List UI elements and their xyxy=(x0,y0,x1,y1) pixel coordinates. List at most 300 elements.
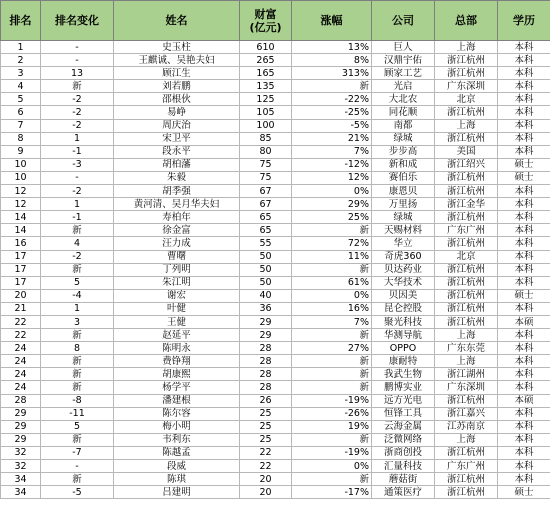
rank-cell: 24 xyxy=(1,368,41,381)
education-cell: 硕士 xyxy=(498,289,550,302)
name-cell: 宋卫平 xyxy=(114,132,240,145)
name-cell: 朱江明 xyxy=(114,276,240,289)
table-row xyxy=(1,132,550,145)
rank-change-cell: - xyxy=(41,54,114,67)
growth-cell: -19% xyxy=(292,394,372,407)
hq-cell: 上海 xyxy=(435,329,498,342)
name-cell: 胡康熙 xyxy=(114,368,240,381)
table-row xyxy=(1,355,550,368)
growth-cell: -12% xyxy=(292,158,372,171)
company-cell: 南都 xyxy=(372,119,435,132)
company-cell: 贝因美 xyxy=(372,289,435,302)
education-cell: 本科 xyxy=(498,93,550,106)
rank-cell: 17 xyxy=(1,250,41,263)
education-cell: 本科 xyxy=(498,224,550,237)
growth-cell: 新 xyxy=(292,224,372,237)
hq-cell: 上海 xyxy=(435,355,498,368)
education-cell: 本科 xyxy=(498,329,550,342)
education-cell: 本科 xyxy=(498,263,550,276)
wealth-cell: 36 xyxy=(240,302,292,315)
hq-cell: 浙江杭州 xyxy=(435,263,498,276)
rank-change-cell: 新 xyxy=(41,329,114,342)
table-row xyxy=(1,368,550,381)
table-row xyxy=(1,394,550,407)
table-row xyxy=(1,315,550,328)
growth-cell: 19% xyxy=(292,420,372,433)
rank-cell: 24 xyxy=(1,355,41,368)
table-row xyxy=(1,420,550,433)
rank-cell: 9 xyxy=(1,145,41,158)
wealth-cell: 22 xyxy=(240,460,292,473)
table-body xyxy=(1,41,550,499)
wealth-cell: 65 xyxy=(240,224,292,237)
hq-cell: 广东广州 xyxy=(435,460,498,473)
name-cell: 王麒诚、吴艳夫妇 xyxy=(114,54,240,67)
table-row xyxy=(1,381,550,394)
name-cell: 陈明永 xyxy=(114,342,240,355)
rank-change-cell: -11 xyxy=(41,407,114,420)
wealth-cell: 105 xyxy=(240,106,292,119)
name-cell: 吕建明 xyxy=(114,486,240,499)
table-row xyxy=(1,250,550,263)
rank-change-cell: 新 xyxy=(41,433,114,446)
company-cell: 泛微网络 xyxy=(372,433,435,446)
rank-cell: 14 xyxy=(1,224,41,237)
growth-cell: 新 xyxy=(292,473,372,486)
growth-cell: 25% xyxy=(292,211,372,224)
company-cell: 聚光科技 xyxy=(372,315,435,328)
rank-cell: 10 xyxy=(1,171,41,184)
wealth-cell: 25 xyxy=(240,407,292,420)
growth-cell: 新 xyxy=(292,381,372,394)
growth-cell: 313% xyxy=(292,67,372,80)
rank-change-cell: 新 xyxy=(41,80,114,93)
rank-cell: 2 xyxy=(1,54,41,67)
rank-cell: 21 xyxy=(1,302,41,315)
education-cell: 本科 xyxy=(498,420,550,433)
rank-change-cell: 1 xyxy=(41,302,114,315)
education-cell: 本科 xyxy=(498,460,550,473)
table-row xyxy=(1,486,550,499)
name-cell: 陈琪 xyxy=(114,473,240,486)
education-cell: 硕士 xyxy=(498,171,550,184)
education-cell: 硕士 xyxy=(498,158,550,171)
rank-change-cell: -2 xyxy=(41,106,114,119)
table-row xyxy=(1,106,550,119)
name-cell: 谢宏 xyxy=(114,289,240,302)
rank-cell: 4 xyxy=(1,80,41,93)
wealth-cell: 80 xyxy=(240,145,292,158)
rank-cell: 10 xyxy=(1,158,41,171)
hq-cell: 浙江杭州 xyxy=(435,315,498,328)
wealth-cell: 50 xyxy=(240,276,292,289)
rank-change-cell: -1 xyxy=(41,211,114,224)
wealth-cell: 29 xyxy=(240,329,292,342)
name-cell: 王健 xyxy=(114,315,240,328)
table-row xyxy=(1,171,550,184)
header-rank: 排名 xyxy=(1,1,41,41)
name-cell: 周庆治 xyxy=(114,119,240,132)
name-cell: 韦利东 xyxy=(114,433,240,446)
education-cell: 本科 xyxy=(498,132,550,145)
wealth-cell: 67 xyxy=(240,198,292,211)
growth-cell: -17% xyxy=(292,486,372,499)
hq-cell: 浙江杭州 xyxy=(435,54,498,67)
company-cell: 贝达药业 xyxy=(372,263,435,276)
hq-cell: 浙江杭州 xyxy=(435,394,498,407)
education-cell: 本科 xyxy=(498,355,550,368)
header-wealth-line1: 财富 xyxy=(254,7,277,21)
table-row xyxy=(1,93,550,106)
hq-cell: 广东深圳 xyxy=(435,80,498,93)
company-cell: 通策医疗 xyxy=(372,486,435,499)
name-cell: 杨学平 xyxy=(114,381,240,394)
company-cell: 赛伯乐 xyxy=(372,171,435,184)
company-cell: 巨人 xyxy=(372,41,435,54)
wealth-cell: 135 xyxy=(240,80,292,93)
name-cell: 寿柏年 xyxy=(114,211,240,224)
rank-cell: 32 xyxy=(1,446,41,459)
rank-change-cell: -8 xyxy=(41,394,114,407)
table-row xyxy=(1,263,550,276)
rank-cell: 28 xyxy=(1,394,41,407)
name-cell: 段威 xyxy=(114,460,240,473)
wealth-cell: 125 xyxy=(240,93,292,106)
education-cell: 本科 xyxy=(498,368,550,381)
table-row xyxy=(1,198,550,211)
company-cell: 绿城 xyxy=(372,132,435,145)
rank-cell: 24 xyxy=(1,342,41,355)
company-cell: 鹏博实业 xyxy=(372,381,435,394)
rank-change-cell: -7 xyxy=(41,446,114,459)
table-row xyxy=(1,446,550,459)
growth-cell: 61% xyxy=(292,276,372,289)
wealth-cell: 265 xyxy=(240,54,292,67)
rank-change-cell: 新 xyxy=(41,368,114,381)
company-cell: OPPO xyxy=(372,342,435,355)
wealth-cell: 28 xyxy=(240,342,292,355)
company-cell: 恒锋工具 xyxy=(372,407,435,420)
hq-cell: 浙江杭州 xyxy=(435,185,498,198)
hq-cell: 浙江杭州 xyxy=(435,67,498,80)
hq-cell: 浙江杭州 xyxy=(435,473,498,486)
hq-cell: 北京 xyxy=(435,250,498,263)
name-cell: 梅小明 xyxy=(114,420,240,433)
company-cell: 华立 xyxy=(372,237,435,250)
table-row xyxy=(1,237,550,250)
rank-cell: 34 xyxy=(1,486,41,499)
company-cell: 康耐特 xyxy=(372,355,435,368)
hq-cell: 美国 xyxy=(435,145,498,158)
education-cell: 本硕 xyxy=(498,315,550,328)
growth-cell: 8% xyxy=(292,54,372,67)
header-wealth-line2: (亿元) xyxy=(249,20,282,34)
company-cell: 天赐材料 xyxy=(372,224,435,237)
wealth-cell: 22 xyxy=(240,446,292,459)
rank-change-cell: -5 xyxy=(41,486,114,499)
company-cell: 顾家工艺 xyxy=(372,67,435,80)
growth-cell: 13% xyxy=(292,41,372,54)
rank-cell: 29 xyxy=(1,407,41,420)
table-row xyxy=(1,158,550,171)
company-cell: 蘑菇街 xyxy=(372,473,435,486)
rank-change-cell: 13 xyxy=(41,67,114,80)
wealth-cell: 20 xyxy=(240,473,292,486)
wealth-cell: 55 xyxy=(240,237,292,250)
growth-cell: 29% xyxy=(292,198,372,211)
hq-cell: 浙江杭州 xyxy=(435,171,498,184)
table-row xyxy=(1,302,550,315)
hq-cell: 北京 xyxy=(435,93,498,106)
education-cell: 本科 xyxy=(498,145,550,158)
wealth-cell: 85 xyxy=(240,132,292,145)
company-cell: 我武生物 xyxy=(372,368,435,381)
header-hq: 总部 xyxy=(435,1,498,41)
table-row xyxy=(1,211,550,224)
wealth-cell: 29 xyxy=(240,315,292,328)
table-row xyxy=(1,185,550,198)
name-cell: 顾江生 xyxy=(114,67,240,80)
education-cell: 本科 xyxy=(498,446,550,459)
rank-change-cell: - xyxy=(41,171,114,184)
hq-cell: 浙江嘉兴 xyxy=(435,407,498,420)
hq-cell: 广东广州 xyxy=(435,224,498,237)
hq-cell: 浙江杭州 xyxy=(435,211,498,224)
wealth-cell: 610 xyxy=(240,41,292,54)
rank-change-cell: -2 xyxy=(41,119,114,132)
name-cell: 曹曙 xyxy=(114,250,240,263)
rank-cell: 7 xyxy=(1,119,41,132)
name-cell: 费铮翔 xyxy=(114,355,240,368)
company-cell: 新和成 xyxy=(372,158,435,171)
name-cell: 刘若鹏 xyxy=(114,80,240,93)
header-wealth xyxy=(240,1,292,41)
company-cell: 昆仑控股 xyxy=(372,302,435,315)
rank-change-cell: 新 xyxy=(41,381,114,394)
name-cell: 丁列明 xyxy=(114,263,240,276)
education-cell: 本科 xyxy=(498,276,550,289)
company-cell: 步步高 xyxy=(372,145,435,158)
name-cell: 段永平 xyxy=(114,145,240,158)
table-row xyxy=(1,460,550,473)
wealth-cell: 75 xyxy=(240,158,292,171)
growth-cell: 21% xyxy=(292,132,372,145)
header-growth: 涨幅 xyxy=(292,1,372,41)
company-cell: 汇量科技 xyxy=(372,460,435,473)
wealth-cell: 67 xyxy=(240,185,292,198)
education-cell: 本科 xyxy=(498,250,550,263)
education-cell: 本科 xyxy=(498,237,550,250)
growth-cell: 新 xyxy=(292,433,372,446)
wealth-cell: 28 xyxy=(240,381,292,394)
education-cell: 本科 xyxy=(498,67,550,80)
education-cell: 本科 xyxy=(498,473,550,486)
hq-cell: 浙江杭州 xyxy=(435,302,498,315)
name-cell: 徐金富 xyxy=(114,224,240,237)
hq-cell: 广东深圳 xyxy=(435,381,498,394)
rank-change-cell: 8 xyxy=(41,342,114,355)
rank-cell: 22 xyxy=(1,315,41,328)
rank-change-cell: - xyxy=(41,41,114,54)
wealth-cell: 26 xyxy=(240,394,292,407)
wealth-cell: 25 xyxy=(240,433,292,446)
rank-change-cell: 5 xyxy=(41,276,114,289)
hq-cell: 浙江杭州 xyxy=(435,106,498,119)
growth-cell: 0% xyxy=(292,460,372,473)
wealth-cell: 28 xyxy=(240,368,292,381)
table-row xyxy=(1,119,550,132)
wealth-cell: 40 xyxy=(240,289,292,302)
rank-change-cell: -1 xyxy=(41,145,114,158)
education-cell: 本科 xyxy=(498,41,550,54)
growth-cell: 0% xyxy=(292,289,372,302)
table-row xyxy=(1,329,550,342)
growth-cell: 16% xyxy=(292,302,372,315)
education-cell: 本科 xyxy=(498,198,550,211)
rank-cell: 16 xyxy=(1,237,41,250)
table-row xyxy=(1,473,550,486)
hq-cell: 上海 xyxy=(435,41,498,54)
education-cell: 本科 xyxy=(498,342,550,355)
hq-cell: 浙江杭州 xyxy=(435,486,498,499)
hq-cell: 浙江绍兴 xyxy=(435,158,498,171)
company-cell: 汉鼎宇佑 xyxy=(372,54,435,67)
name-cell: 朱毅 xyxy=(114,171,240,184)
growth-cell: -19% xyxy=(292,446,372,459)
growth-cell: -22% xyxy=(292,93,372,106)
rank-cell: 32 xyxy=(1,460,41,473)
growth-cell: 27% xyxy=(292,342,372,355)
wealth-cell: 100 xyxy=(240,119,292,132)
wealth-cell: 20 xyxy=(240,486,292,499)
rank-change-cell: 4 xyxy=(41,237,114,250)
name-cell: 赵延平 xyxy=(114,329,240,342)
rank-cell: 34 xyxy=(1,473,41,486)
rank-change-cell: -3 xyxy=(41,158,114,171)
table-row xyxy=(1,41,550,54)
rank-change-cell: 新 xyxy=(41,263,114,276)
rank-cell: 12 xyxy=(1,185,41,198)
education-cell: 本科 xyxy=(498,185,550,198)
company-cell: 同花顺 xyxy=(372,106,435,119)
growth-cell: 7% xyxy=(292,145,372,158)
header-row xyxy=(1,1,550,41)
hq-cell: 浙江杭州 xyxy=(435,289,498,302)
wealth-cell: 25 xyxy=(240,420,292,433)
rank-cell: 17 xyxy=(1,276,41,289)
rank-change-cell: 新 xyxy=(41,224,114,237)
table-row xyxy=(1,80,550,93)
hq-cell: 上海 xyxy=(435,119,498,132)
rank-cell: 1 xyxy=(1,41,41,54)
wealth-cell: 75 xyxy=(240,171,292,184)
rank-change-cell: 1 xyxy=(41,198,114,211)
name-cell: 邵根伙 xyxy=(114,93,240,106)
rank-change-cell: 3 xyxy=(41,315,114,328)
rank-change-cell: 新 xyxy=(41,355,114,368)
hq-cell: 浙江湖州 xyxy=(435,368,498,381)
wealth-cell: 65 xyxy=(240,211,292,224)
education-cell: 本科 xyxy=(498,407,550,420)
rank-change-cell: - xyxy=(41,460,114,473)
company-cell: 万里扬 xyxy=(372,198,435,211)
growth-cell: 新 xyxy=(292,368,372,381)
rank-cell: 6 xyxy=(1,106,41,119)
wealth-cell: 50 xyxy=(240,263,292,276)
growth-cell: -25% xyxy=(292,106,372,119)
wealth-cell: 165 xyxy=(240,67,292,80)
education-cell: 本科 xyxy=(498,211,550,224)
growth-cell: -26% xyxy=(292,407,372,420)
rank-cell: 12 xyxy=(1,198,41,211)
education-cell: 本科 xyxy=(498,302,550,315)
rank-cell: 5 xyxy=(1,93,41,106)
name-cell: 陈尔容 xyxy=(114,407,240,420)
name-cell: 黄河清、吴月华夫妇 xyxy=(114,198,240,211)
table-row xyxy=(1,54,550,67)
name-cell: 陈越孟 xyxy=(114,446,240,459)
name-cell: 叶健 xyxy=(114,302,240,315)
education-cell: 本硕 xyxy=(498,394,550,407)
company-cell: 大北农 xyxy=(372,93,435,106)
rank-change-cell: -2 xyxy=(41,93,114,106)
rank-cell: 8 xyxy=(1,132,41,145)
growth-cell: 新 xyxy=(292,355,372,368)
rank-change-cell: -4 xyxy=(41,289,114,302)
header-education: 学历 xyxy=(498,1,550,41)
rank-change-cell: 1 xyxy=(41,132,114,145)
rank-cell: 24 xyxy=(1,381,41,394)
name-cell: 易峥 xyxy=(114,106,240,119)
table-row xyxy=(1,145,550,158)
table-row xyxy=(1,276,550,289)
growth-cell: 11% xyxy=(292,250,372,263)
rank-cell: 3 xyxy=(1,67,41,80)
name-cell: 胡季强 xyxy=(114,185,240,198)
company-cell: 远方光电 xyxy=(372,394,435,407)
rank-change-cell: 新 xyxy=(41,473,114,486)
name-cell: 汪力成 xyxy=(114,237,240,250)
table-row xyxy=(1,289,550,302)
hq-cell: 浙江金华 xyxy=(435,198,498,211)
education-cell: 本科 xyxy=(498,106,550,119)
growth-cell: 0% xyxy=(292,185,372,198)
hq-cell: 浙江杭州 xyxy=(435,237,498,250)
growth-cell: 7% xyxy=(292,315,372,328)
education-cell: 本科 xyxy=(498,80,550,93)
education-cell: 本科 xyxy=(498,54,550,67)
growth-cell: 12% xyxy=(292,171,372,184)
table-row xyxy=(1,342,550,355)
education-cell: 本科 xyxy=(498,381,550,394)
education-cell: 本科 xyxy=(498,119,550,132)
growth-cell: -5% xyxy=(292,119,372,132)
hq-cell: 广东东莞 xyxy=(435,342,498,355)
education-cell: 硕士 xyxy=(498,486,550,499)
rank-change-cell: -2 xyxy=(41,250,114,263)
company-cell: 光启 xyxy=(372,80,435,93)
rank-cell: 14 xyxy=(1,211,41,224)
company-cell: 康恩贝 xyxy=(372,185,435,198)
header-rank-change: 排名变化 xyxy=(41,1,114,41)
rank-cell: 22 xyxy=(1,329,41,342)
table-row xyxy=(1,407,550,420)
company-cell: 大华技术 xyxy=(372,276,435,289)
company-cell: 浙商创投 xyxy=(372,446,435,459)
name-cell: 潘建根 xyxy=(114,394,240,407)
rank-cell: 29 xyxy=(1,433,41,446)
hq-cell: 浙江杭州 xyxy=(435,276,498,289)
